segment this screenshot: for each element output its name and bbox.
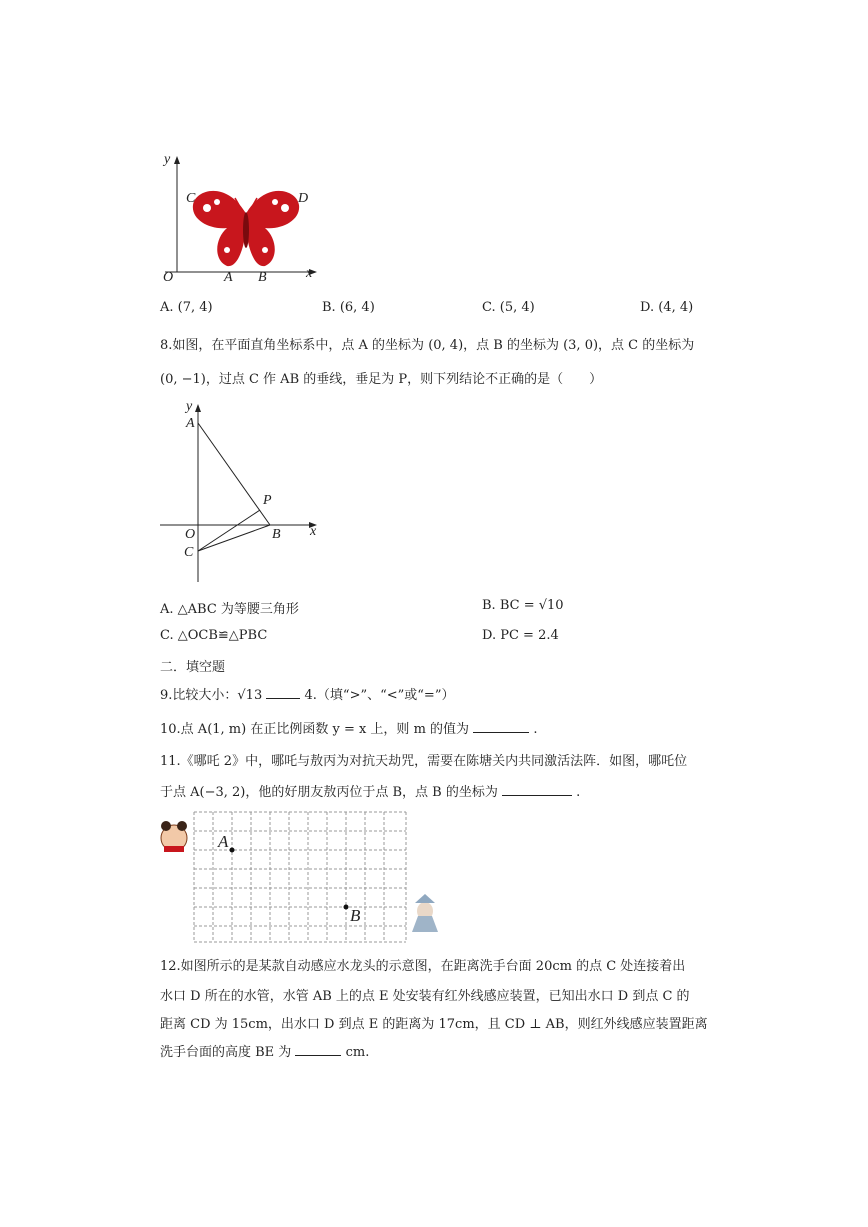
nezha-avatar bbox=[161, 821, 187, 852]
x-axis-label: x bbox=[306, 266, 313, 281]
q12-line4 bbox=[160, 1041, 369, 1060]
q10-answer-blank[interactable] bbox=[473, 720, 529, 733]
q9-answer-blank[interactable] bbox=[266, 686, 300, 699]
q8-text-line2: (0, −1)，过点 C 作 AB 的垂线，垂足为 P，则下列结论不正确的是（ ） bbox=[160, 372, 603, 387]
q7-option-c[interactable]: C. (5, 4) bbox=[482, 300, 535, 315]
q12-answer-blank[interactable] bbox=[295, 1043, 341, 1056]
q8-point-b-label: B bbox=[272, 527, 281, 542]
q9-suffix: 4.（填“>”、“<”或“=”） bbox=[304, 688, 455, 703]
q8-point-c-label: C bbox=[184, 545, 194, 560]
q11-text-line2: 于点 A(−3, 2)，他的好朋友敖丙位于点 B，点 B 的坐标为 bbox=[160, 785, 498, 800]
q10-text: 10.点 A(1, m) 在正比例函数 y = x 上，则 m 的值为 bbox=[160, 722, 470, 737]
section-title: 二．填空题 bbox=[160, 660, 226, 675]
point-a-label: A bbox=[224, 270, 233, 285]
q12-text-line1: 12.如图所示的是某款自动感应水龙头的示意图，在距离洗手台面 20cm 的点 C 处连接着出 bbox=[160, 959, 686, 974]
grid-point-a-label: A bbox=[218, 832, 229, 851]
y-axis-label: y bbox=[164, 152, 171, 167]
q11-answer-blank[interactable] bbox=[502, 783, 572, 796]
q8-point-a-label: A bbox=[186, 416, 195, 431]
q8-text-line1: 8.如图，在平面直角坐标系中，点 A 的坐标为 (0, 4)，点 B 的坐标为 (3, 0)，点 C 的坐标为 bbox=[160, 338, 695, 353]
q7-option-a[interactable]: A. (7, 4) bbox=[160, 300, 213, 315]
q11-end: . bbox=[576, 785, 581, 800]
point-b-dot bbox=[344, 905, 349, 910]
aobing-avatar bbox=[412, 894, 438, 932]
q8-x-axis-label: x bbox=[310, 524, 317, 539]
q10 bbox=[160, 718, 537, 737]
q8-origin-label: O bbox=[185, 527, 196, 542]
q8-option-b[interactable]: B. BC = √10 bbox=[482, 598, 564, 613]
point-a-dot bbox=[230, 848, 235, 853]
q9-prefix: 9.比较大小：√13 bbox=[160, 688, 263, 703]
q10-end: . bbox=[533, 722, 538, 737]
triangle-figure bbox=[155, 400, 325, 585]
butterfly-figure bbox=[155, 150, 325, 290]
q11-line2 bbox=[160, 781, 580, 800]
grid-figure bbox=[160, 808, 450, 948]
q8-y-axis-label: y bbox=[186, 399, 193, 414]
q12-text-line3: 距离 CD 为 15cm，出水口 D 到点 E 的距离为 17cm，且 CD ⊥ AB，则红外线感应装置距离 bbox=[160, 1017, 708, 1032]
q8-option-a[interactable]: A. △ABC 为等腰三角形 bbox=[160, 602, 299, 617]
q12-unit: cm. bbox=[345, 1045, 370, 1060]
q8-point-p-label: P bbox=[263, 493, 272, 508]
butterfly-image bbox=[193, 191, 299, 266]
point-c-label: C bbox=[186, 191, 196, 206]
point-b-label: B bbox=[258, 270, 267, 285]
q12-text-line4: 洗手台面的高度 BE 为 bbox=[160, 1045, 292, 1060]
q9 bbox=[160, 684, 454, 703]
q8-option-d[interactable]: D. PC = 2.4 bbox=[482, 628, 559, 643]
origin-label: O bbox=[163, 270, 174, 285]
grid-point-b-label: B bbox=[350, 906, 361, 925]
q7-option-b[interactable]: B. (6, 4) bbox=[322, 300, 375, 315]
q7-option-d[interactable]: D. (4, 4) bbox=[640, 300, 694, 315]
q11-text-line1: 11.《哪吒 2》中，哪吒与敖丙为对抗天劫咒，需要在陈塘关内共同激活法阵．如图，哪吒位 bbox=[160, 754, 688, 769]
q8-option-c[interactable]: C. △OCB≌△PBC bbox=[160, 628, 268, 643]
point-d-label: D bbox=[298, 191, 309, 206]
q12-text-line2: 水口 D 所在的水管，水管 AB 上的点 E 处安装有红外线感应装置，已知出水口 D 到点 C 的 bbox=[160, 989, 690, 1004]
